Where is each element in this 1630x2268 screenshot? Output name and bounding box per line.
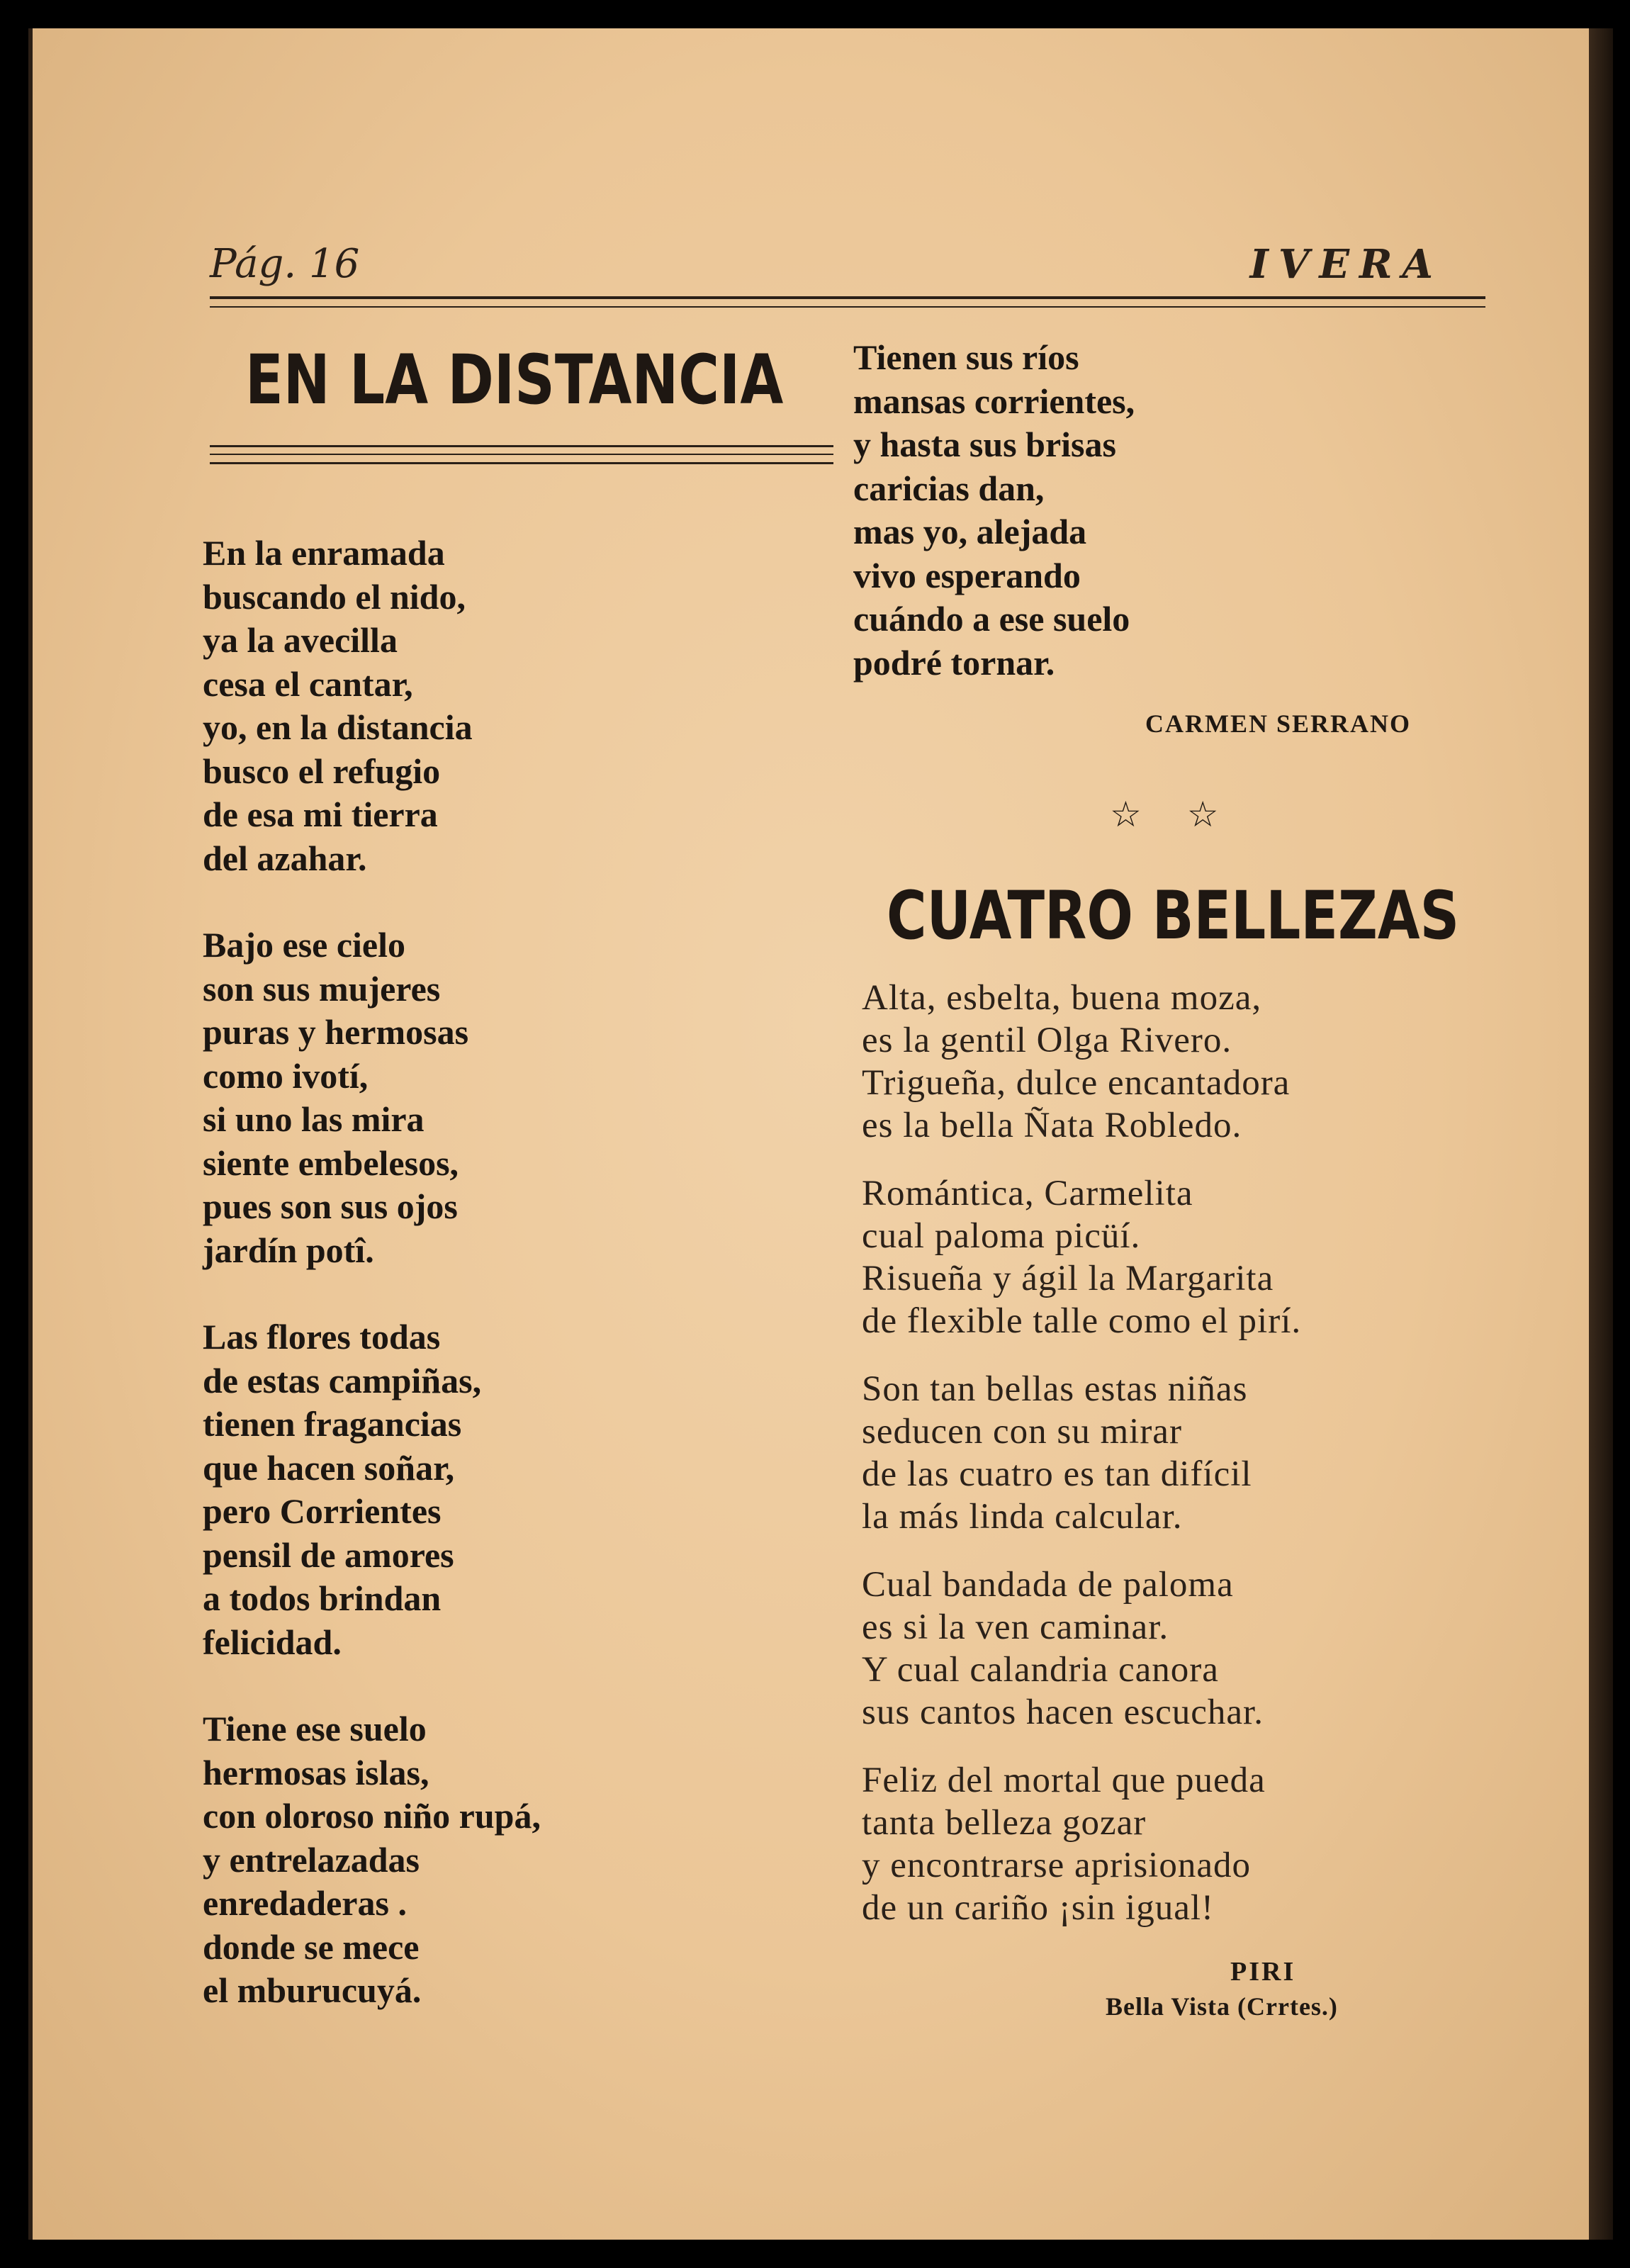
verse-line: pero Corrientes (203, 1491, 442, 1531)
page-number: Pág. 16 (210, 241, 360, 287)
poem1-author: CARMEN SERRANO (1145, 709, 1412, 738)
verse-line: como ivotí, (203, 1055, 369, 1096)
verse-line: pues son sus ojos (203, 1186, 458, 1226)
stanza (862, 977, 1301, 1147)
star-separator: ☆ ☆ (1110, 794, 1236, 835)
verse-line: mansas corrientes, (853, 381, 1135, 421)
poem1-right-column (853, 336, 1135, 685)
verse-line: y entrelazadas (203, 1839, 420, 1880)
verse-line: pensil de amores (203, 1534, 454, 1575)
verse-line: Bajo ese cielo (203, 925, 406, 965)
header-rule (210, 296, 1485, 299)
verse-line: el mburucuyá. (203, 1970, 422, 2010)
book-spine (1589, 28, 1613, 2240)
title-rule-thin (210, 454, 833, 455)
magazine-page (28, 28, 1613, 2240)
verse-line: es la bella Ñata Robledo. (862, 1106, 1242, 1145)
verse-line: y hasta sus brisas (853, 425, 1116, 464)
magazine-title: IVERA (1249, 241, 1443, 288)
verse-line: yo, en la distancia (203, 707, 473, 747)
verse-line: Romántica, Carmelita (862, 1174, 1193, 1213)
verse-line: enredaderas . (203, 1883, 407, 1923)
poem2-title: CUATRO BELLEZAS (887, 877, 1460, 955)
verse-line: busco el refugio (203, 751, 441, 791)
verse-line: mas yo, alejada (853, 512, 1087, 551)
stanza (203, 532, 541, 880)
verse-line: del azahar. (203, 838, 367, 878)
verse-line: Las flores todas (203, 1317, 441, 1357)
verse-line: de estas campiñas, (203, 1360, 482, 1400)
verse-line: donde se mece (203, 1926, 420, 1967)
verse-line: la más linda calcular. (862, 1497, 1183, 1537)
verse-line: Tiene ese suelo (203, 1709, 427, 1748)
verse-line: es la gentil Olga Rivero. (862, 1021, 1232, 1060)
verse-line: vivo esperando (853, 555, 1081, 595)
verse-line: podré tornar. (853, 642, 1055, 683)
header-rule-thin (210, 306, 1485, 308)
verse-line: si uno las mira (203, 1099, 425, 1139)
stanza (203, 924, 541, 1272)
verse-line: puras y hermosas (203, 1012, 469, 1052)
verse-line: tienen fragancias (203, 1404, 462, 1444)
verse-line: Risueña y ágil la Margarita (862, 1259, 1274, 1298)
verse-line: que hacen soñar, (203, 1447, 455, 1488)
verse-line: de flexible talle como el pirí. (862, 1301, 1302, 1341)
verse-line: buscando el nido, (203, 576, 466, 617)
verse-line: de las cuatro es tan difícil (862, 1454, 1252, 1494)
verse-line: Y cual calandria canora (862, 1650, 1219, 1690)
verse-line: sus cantos hacen escuchar. (862, 1692, 1264, 1732)
verse-line: son sus mujeres (203, 968, 441, 1009)
poem1-title: EN LA DISTANCIA (245, 340, 784, 420)
verse-line: ya la avecilla (203, 620, 398, 660)
stanza (862, 1368, 1301, 1538)
verse-line: a todos brindan (203, 1578, 442, 1618)
verse-line: En la enramada (203, 533, 445, 573)
verse-line: Alta, esbelta, buena moza, (862, 978, 1262, 1018)
stanza (203, 1315, 541, 1664)
verse-line: Tienen sus ríos (853, 337, 1079, 377)
title-rule-bottom (210, 462, 833, 464)
verse-line: tanta belleza gozar (862, 1803, 1147, 1843)
stanza (862, 1564, 1301, 1734)
verse-line: hermosas islas, (203, 1752, 429, 1792)
verse-line: Cual bandada de paloma (862, 1565, 1234, 1605)
verse-line: con oloroso niño rupá, (203, 1796, 541, 1836)
verse-line: cesa el cantar, (203, 663, 413, 704)
verse-line: de esa mi tierra (203, 795, 438, 834)
verse-line: Son tan bellas estas niñas (862, 1369, 1248, 1409)
poem1-left-column (203, 532, 541, 2056)
stanza (862, 1759, 1301, 1929)
verse-line: caricias dan, (853, 468, 1045, 508)
poem2-place: Bella Vista (Crrtes.) (1106, 1992, 1338, 2021)
stanza (203, 1707, 541, 2013)
verse-line: felicidad. (203, 1622, 342, 1662)
poem2-author: PIRI (1230, 1957, 1296, 1987)
verse-line: cuándo a ese suelo (853, 599, 1130, 639)
verse-line: y encontrarse aprisionado (862, 1846, 1251, 1885)
title-rule (210, 445, 833, 447)
verse-line: seducen con su mirar (862, 1412, 1182, 1452)
verse-line: jardín potî. (203, 1230, 374, 1270)
stanza (862, 1172, 1301, 1342)
verse-line: es si la ven caminar. (862, 1607, 1169, 1647)
verse-line: Feliz del mortal que pueda (862, 1761, 1266, 1800)
verse-line: Trigueña, dulce encantadora (862, 1063, 1291, 1103)
poem2-body (862, 977, 1301, 1955)
verse-line: cual paloma picüí. (862, 1216, 1141, 1256)
verse-line: siente embelesos, (203, 1143, 459, 1183)
verse-line: de un cariño ¡sin igual! (862, 1888, 1215, 1928)
